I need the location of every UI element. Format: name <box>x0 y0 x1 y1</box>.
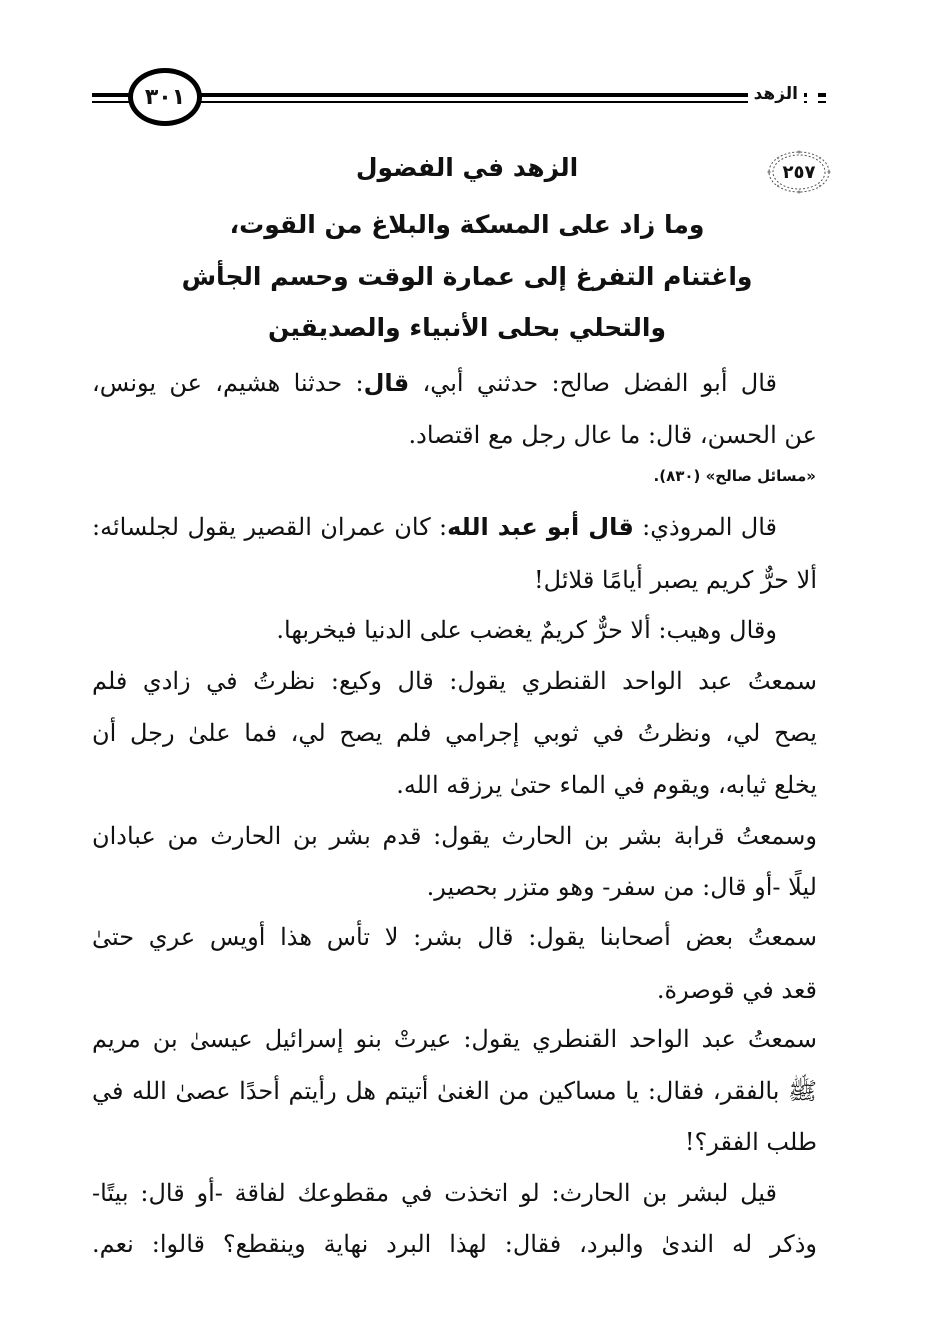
header-rule-bottom <box>200 101 807 103</box>
text-run: : حدثنا هشيم، عن يونس، <box>92 369 364 397</box>
body-line-8: يخلع ثيابه، ويقوم في الماء حتىٰ يرزقه الله. <box>396 771 817 799</box>
body-line-17: وذكر له الندىٰ والبرد، فقال: لهذا البرد نهاية وينقطع؟ قالوا: نعم. <box>92 1230 817 1258</box>
text-run: : كان عمران القصير يقول لجلسائه: <box>92 513 448 541</box>
body-line-16: قيل لبشر بن الحارث: لو اتخذت في مقطوعك لفاقة -أو قال: بيتًا- <box>92 1179 778 1207</box>
body-line-12: قعد في قوصرة. <box>656 976 817 1004</box>
body-line-9: وسمعتُ قرابة بشر بن الحارث يقول: قدم بشر بن الحارث من عبادان <box>92 822 818 850</box>
chapter-number: ٢٥٧ <box>782 161 816 183</box>
body-line-1 <box>92 368 817 398</box>
chapter-title-line-1: الزهد في الفضول <box>355 153 579 182</box>
header-rule-end-bottom <box>818 101 826 103</box>
header-rule-end-top <box>818 93 826 97</box>
body-line-5: وقال وهيب: ألا حرٌّ كريمٌ يغضب على الدنيا فيخربها. <box>276 616 777 644</box>
body-line-2: عن الحسن، قال: ما عال رجل مع اقتصاد. <box>408 421 817 449</box>
bold-run: قال أبو عبد الله <box>447 513 634 541</box>
body-line-7: يصح لي، ونظرتُ في ثوبي إجرامي فلم يصح لي، فما علىٰ رجل أن <box>92 719 817 747</box>
page-number-frame <box>128 68 202 126</box>
body-line-3 <box>92 512 817 542</box>
chapter-title-line-4: والتحلي بحلى الأنبياء والصديقين <box>267 313 667 342</box>
body-line-14: ﷺ بالفقر، فقال: يا مساكين من الغنىٰ أتيتم هل رأيتم أحدًا عصىٰ الله في <box>92 1077 818 1105</box>
body-line-11: سمعتُ بعض أصحابنا يقول: قال بشر: لا تأس هذا أويس عري حتىٰ <box>92 923 817 951</box>
text-run: قال أبو الفضل صالح: حدثني أبي، <box>409 369 777 397</box>
page-number: ٣٠١ <box>144 84 186 110</box>
body-line-4: ألا حرٌّ كريم يصبر أيامًا قلائل! <box>534 566 817 594</box>
chapter-title-line-3: واغتنام التفرغ إلى عمارة الوقت وحسم الجأش <box>181 262 753 291</box>
chapter-title-line-2: وما زاد على المسكة والبلاغ من القوت، <box>229 210 705 239</box>
running-title: الزهد <box>748 84 804 104</box>
body-line-6: سمعتُ عبد الواحد القنطري يقول: قال وكيع: نظرتُ في زادي فلم <box>92 667 817 695</box>
text-run: قال المروذي: <box>633 513 777 541</box>
bold-run: قال <box>363 369 410 397</box>
body-line-15: طلب الفقر؟! <box>684 1128 817 1156</box>
header-rule-top <box>200 93 807 97</box>
header-rule-left-top <box>92 93 130 97</box>
source-citation: «مسائل صالح» (٨٣٠). <box>653 467 816 485</box>
body-line-13: سمعتُ عبد الواحد القنطري يقول: عيرتْ بنو إسرائيل عيسىٰ بن مريم <box>92 1025 817 1053</box>
header-rule-left-bottom <box>92 101 130 103</box>
body-line-10: ليلًا -أو قال: من سفر- وهو متزر بحصير. <box>426 873 817 901</box>
